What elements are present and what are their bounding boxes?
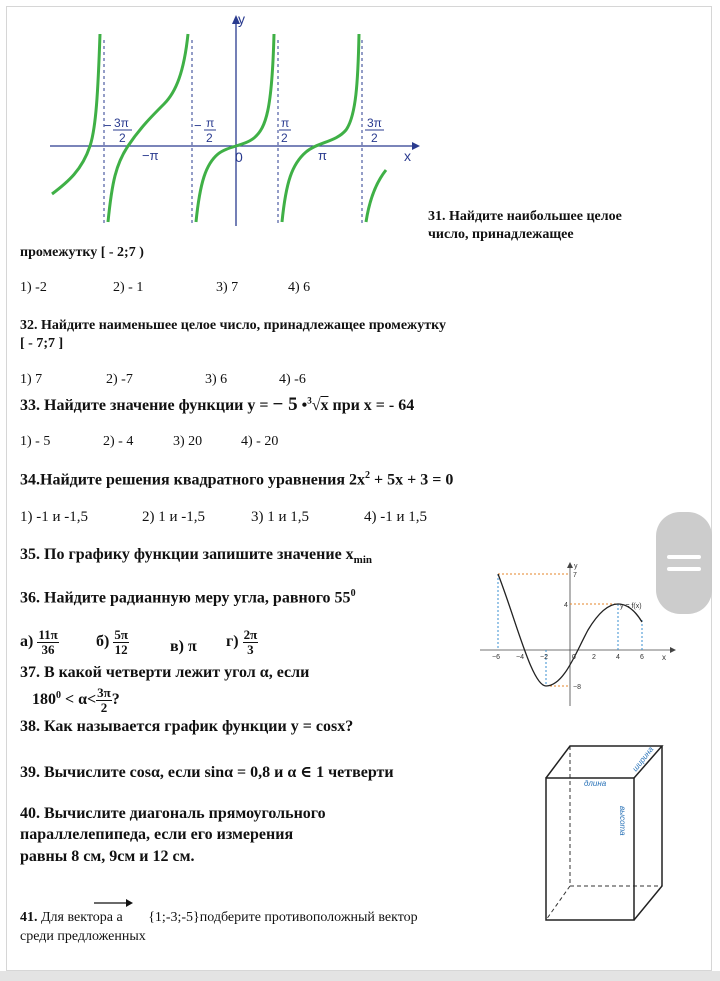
fg-y-label: y (574, 563, 578, 570)
q40-line1: 40. Вычислите диагональ прямоугольного (20, 805, 326, 822)
q38-question: 38. Как называется график функции y = cosx? (20, 718, 354, 735)
q34-post: + 5x + 3 = 0 (369, 471, 454, 489)
q32-answer-1: 1) 7 (20, 372, 43, 387)
fg-fn-label: y = f(x) (620, 603, 642, 610)
q31-answer-1: 1) -2 (20, 280, 47, 295)
q36-b-label: б) (96, 633, 110, 651)
box-width-label: ширина (630, 744, 656, 774)
q37-inequality (32, 686, 120, 715)
q41-coords: {1;-3;-5}подберите противоположный вектор (148, 910, 418, 925)
box-height-label: высота (618, 806, 627, 836)
fg-y-mid: 4 (564, 602, 568, 609)
box-length-label: длина (584, 779, 607, 788)
q32-answer-4: 4) -6 (279, 372, 306, 387)
q33-root-index: 3 (307, 395, 312, 406)
q41-vector (116, 910, 122, 926)
q32-line2: [ - 7;7 ] (20, 336, 64, 351)
q33-dot: • (297, 397, 308, 414)
q36-answer-d (226, 628, 258, 657)
q36-answer-b (96, 628, 129, 657)
q34-answer-1: 1) -1 и -1,5 (20, 509, 89, 525)
q31-line2: число, принадлежащее (428, 227, 574, 242)
q31-line3: промежутку [ - 2;7 ) (20, 245, 144, 260)
pi2-num: π (281, 116, 290, 130)
q36-a-frac (37, 628, 58, 657)
box-hidden-depth (546, 886, 570, 920)
fg-tick-neg4: −4 (516, 654, 524, 661)
grip-line-bottom (667, 567, 701, 571)
q36-b-den: 12 (114, 642, 128, 657)
q33-answer-1: 1) - 5 (20, 434, 51, 449)
q39-question: 39. Вычислите cosα, если sinα = 0,8 и α ∈ 1 четверти (20, 764, 394, 781)
q36-a-den: 36 (41, 642, 55, 657)
neg-pi2-den: 2 (206, 131, 213, 145)
neg-pi2-sign: − (194, 118, 202, 133)
q33-minus5: − 5 (272, 394, 298, 415)
q33-question (20, 394, 414, 416)
q32-answer-2: 2) -7 (106, 372, 133, 387)
neg-pi-label: −π (142, 148, 159, 163)
q32-answer-3: 3) 6 (205, 372, 228, 387)
q34-answer-4: 4) -1 и 1,5 (364, 509, 428, 525)
q36-d-label: г) (226, 633, 239, 651)
q33-root-sym: √ (311, 397, 321, 414)
q31-answer-4: 4) 6 (288, 280, 311, 295)
fg-y-arrow (567, 562, 573, 568)
fg-x-arrow (670, 647, 676, 653)
q37-frac-den: 2 (100, 700, 108, 715)
q41-line2: среди предложенных (20, 929, 146, 944)
fg-tick-6: 6 (640, 654, 644, 661)
q41-num: 41. (20, 910, 38, 925)
neg-3pi2-den: 2 (119, 131, 126, 145)
box-front-face (546, 778, 634, 920)
fg-y-top: 7 (573, 572, 577, 579)
origin-label: 0 (235, 149, 243, 165)
q41-line1 (20, 910, 418, 926)
fg-tick-neg2: −2 (540, 654, 548, 661)
q36-answer-a (20, 628, 59, 657)
q37-ineq-pre: 180 (32, 691, 56, 709)
q32-line1: 32. Найдите наименьшее целое число, принадлежащее промежутку (20, 318, 446, 333)
q33-answer-4: 4) - 20 (241, 434, 279, 449)
bottom-band (0, 971, 720, 981)
grip-line-top (667, 555, 701, 559)
3pi2-den: 2 (371, 131, 378, 145)
q34-answer-3: 3) 1 и 1,5 (251, 509, 310, 525)
q36-a-num: 11π (38, 627, 58, 642)
q31-answer-3: 3) 7 (216, 280, 239, 295)
q36-d-frac (243, 628, 259, 657)
3pi2-num: 3π (367, 116, 382, 130)
x-label: x (404, 148, 411, 164)
q35-question (20, 546, 372, 566)
neg-pi2-num: π (206, 116, 215, 130)
q36-b-num: 5π (114, 627, 128, 642)
pi2-den: 2 (281, 131, 288, 145)
q31-answer-2: 2) - 1 (113, 280, 144, 295)
y-label: y (238, 12, 245, 27)
tan-branch-1 (52, 34, 100, 194)
neg-3pi2-num: 3π (114, 116, 129, 130)
vector-arrow-icon (92, 898, 134, 908)
q41-pre: Для вектора (41, 910, 117, 925)
fg-tick-neg6: −6 (492, 654, 500, 661)
q33-radicand: x (320, 397, 329, 414)
q34-answer-2: 2) 1 и -1,5 (142, 509, 206, 525)
q35-text: 35. По графику функции запишите значение x (20, 546, 354, 563)
q33-post: при x = - 64 (328, 397, 415, 414)
q37-line1: 37. В какой четверти лежит угол α, если (20, 664, 310, 681)
function-graph (476, 560, 680, 708)
q31-line1: 31. Найдите наибольшее целое (428, 209, 622, 224)
q36-sup: 0 (350, 588, 356, 599)
q36-d-num: 2π (243, 627, 258, 642)
q40-line3: равны 8 см, 9см и 12 см. (20, 848, 195, 865)
q35-sub: min (353, 554, 373, 567)
x-axis-arrow (412, 142, 420, 150)
q37-ineq-post: ? (111, 691, 120, 709)
fg-y-min: −8 (573, 684, 581, 691)
q37-frac (96, 686, 112, 715)
q37-frac-num: 3π (97, 685, 111, 700)
q34-question (20, 470, 453, 489)
tan-branch-5 (366, 170, 386, 222)
parallelepiped-figure (540, 742, 670, 924)
tangent-graph (40, 12, 430, 232)
fg-tick-2: 2 (592, 654, 596, 661)
q34-sup: 2 (364, 470, 370, 481)
fg-tick-0: 0 (572, 654, 576, 661)
q33-answer-3: 3) 20 (173, 434, 203, 449)
q40-line2: параллелепипеда, если его измерения (20, 826, 294, 843)
q37-ineq-sup: 0 (56, 689, 61, 701)
q33-pre: 33. Найдите значение функции y = (20, 397, 273, 414)
fg-tick-4: 4 (616, 654, 620, 661)
q36-question (20, 588, 356, 607)
neg-3pi2-sign: − (104, 118, 112, 133)
q36-text: 36. Найдите радианную меру угла, равного 55 (20, 589, 351, 607)
q36-b-frac (113, 628, 129, 657)
tan-branch-4 (282, 34, 359, 222)
fg-x-label: x (662, 653, 666, 662)
q34-pre: 34.Найдите решения квадратного уравнения 2x (20, 471, 365, 489)
q41-vec-letter: a (116, 910, 123, 925)
q36-a-label: а) (20, 633, 34, 651)
q33-answer-2: 2) - 4 (103, 434, 134, 449)
q36-d-den: 3 (247, 642, 254, 657)
q36-answer-c: в) π (170, 638, 197, 655)
pi-label: π (318, 148, 327, 163)
scroll-handle[interactable] (656, 512, 712, 614)
q37-ineq-mid: < α< (61, 691, 97, 709)
